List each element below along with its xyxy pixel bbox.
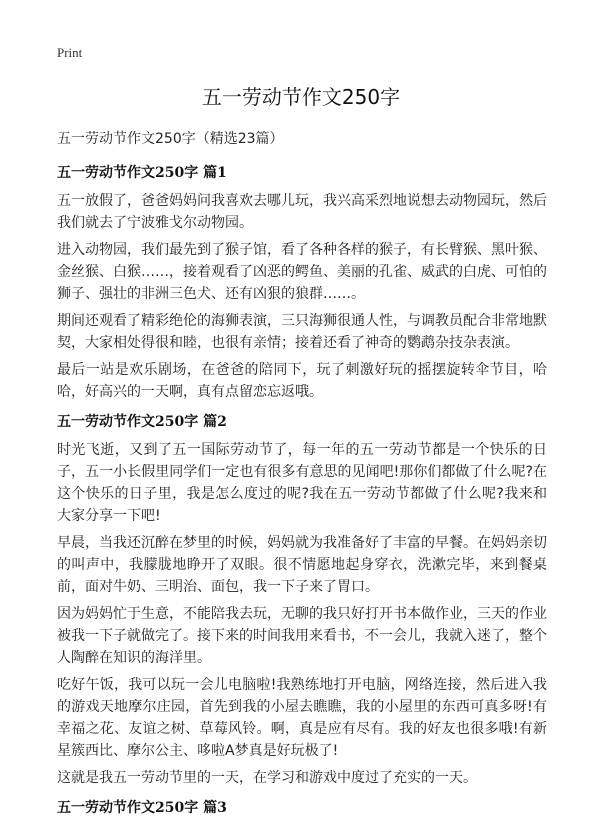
- section-heading: 五一劳动节作文250字 篇3: [57, 800, 227, 816]
- paragraph: 进入动物园，我们最先到了猴子馆，看了各种各样的猴子，有长臂猴、黑叶猴、金丝猴、白猴……，接着观看了凶恶的鳄鱼、美丽的孔雀、威武的白虎、可怕的狮子、强壮的非洲三色犬、还有凶狠的狼群……。: [57, 242, 547, 302]
- page-title: 五一劳动节作文250字: [201, 85, 401, 109]
- article-section: [57, 411, 545, 789]
- section-heading: 五一劳动节作文250字 篇1: [57, 165, 227, 181]
- print-link[interactable]: Print: [57, 45, 83, 60]
- article-section: [57, 797, 545, 817]
- paragraph: 时光飞逝，又到了五一国际劳动节了，每一年的五一劳动节都是一个快乐的日子，五一小长假里同学们一定也有很多有意思的见闻吧!那你们都做了什么呢?在这个快乐的日子里，我是怎么度过的呢?我在五一劳动节都做了什么呢?我来和大家分享一下吧!: [57, 442, 547, 524]
- page-subtitle: 五一劳动节作文250字（精选23篇）: [57, 131, 284, 147]
- paragraph: 吃好午饭，我可以玩一会儿电脑啦!我熟练地打开电脑，网络连接，然后进入我的游戏天地摩尔庄园，首先到我的小屋去瞧瞧，我的小屋里的东西可真多呀!有幸福之花、友谊之树、草莓风铃。啊，真是应有尽有。我的好友也很多哦!有新星簇西比、摩尔公主、哆啦A梦真是好玩极了!: [57, 677, 547, 759]
- article-sections: [57, 162, 545, 817]
- paragraph: 期间还观看了精彩绝伦的海狮表演，三只海狮很通人性，与调教员配合非常地默契，大家相处得很和睦，也很有亲情；接着还看了神奇的鹦鹉杂技杂表演。: [57, 313, 547, 351]
- paragraph: 五一放假了，爸爸妈妈问我喜欢去哪儿玩，我兴高采烈地说想去动物园玩，然后我们就去了宁波雅戈尔动物园。: [57, 193, 547, 231]
- paragraph: 因为妈妈忙于生意，不能陪我去玩，无聊的我只好打开书本做作业，三天的作业被我一下子就做完了。接下来的时间我用来看书，不一会儿，我就入迷了，整个人陶醉在知识的海洋里。: [57, 606, 547, 666]
- paragraph: 这就是我五一劳动节里的一天，在学习和游戏中度过了充实的一天。: [57, 770, 477, 786]
- article-section: [57, 162, 545, 403]
- section-heading: 五一劳动节作文250字 篇2: [57, 414, 227, 430]
- paragraph: 最后一站是欢乐剧场，在爸爸的陪同下，玩了刺激好玩的摇摆旋转伞节目，哈哈，好高兴的一天啊，真有点留恋忘返哦。: [57, 362, 547, 400]
- paragraph: 早晨，当我还沉醉在梦里的时候，妈妈就为我准备好了丰富的早餐。在妈妈亲切的叫声中，我朦胧地睁开了双眼。很不情愿地起身穿衣，洗漱完毕，来到餐桌前，面对牛奶、三明治、面包，我一下子来了胃口。: [57, 535, 547, 595]
